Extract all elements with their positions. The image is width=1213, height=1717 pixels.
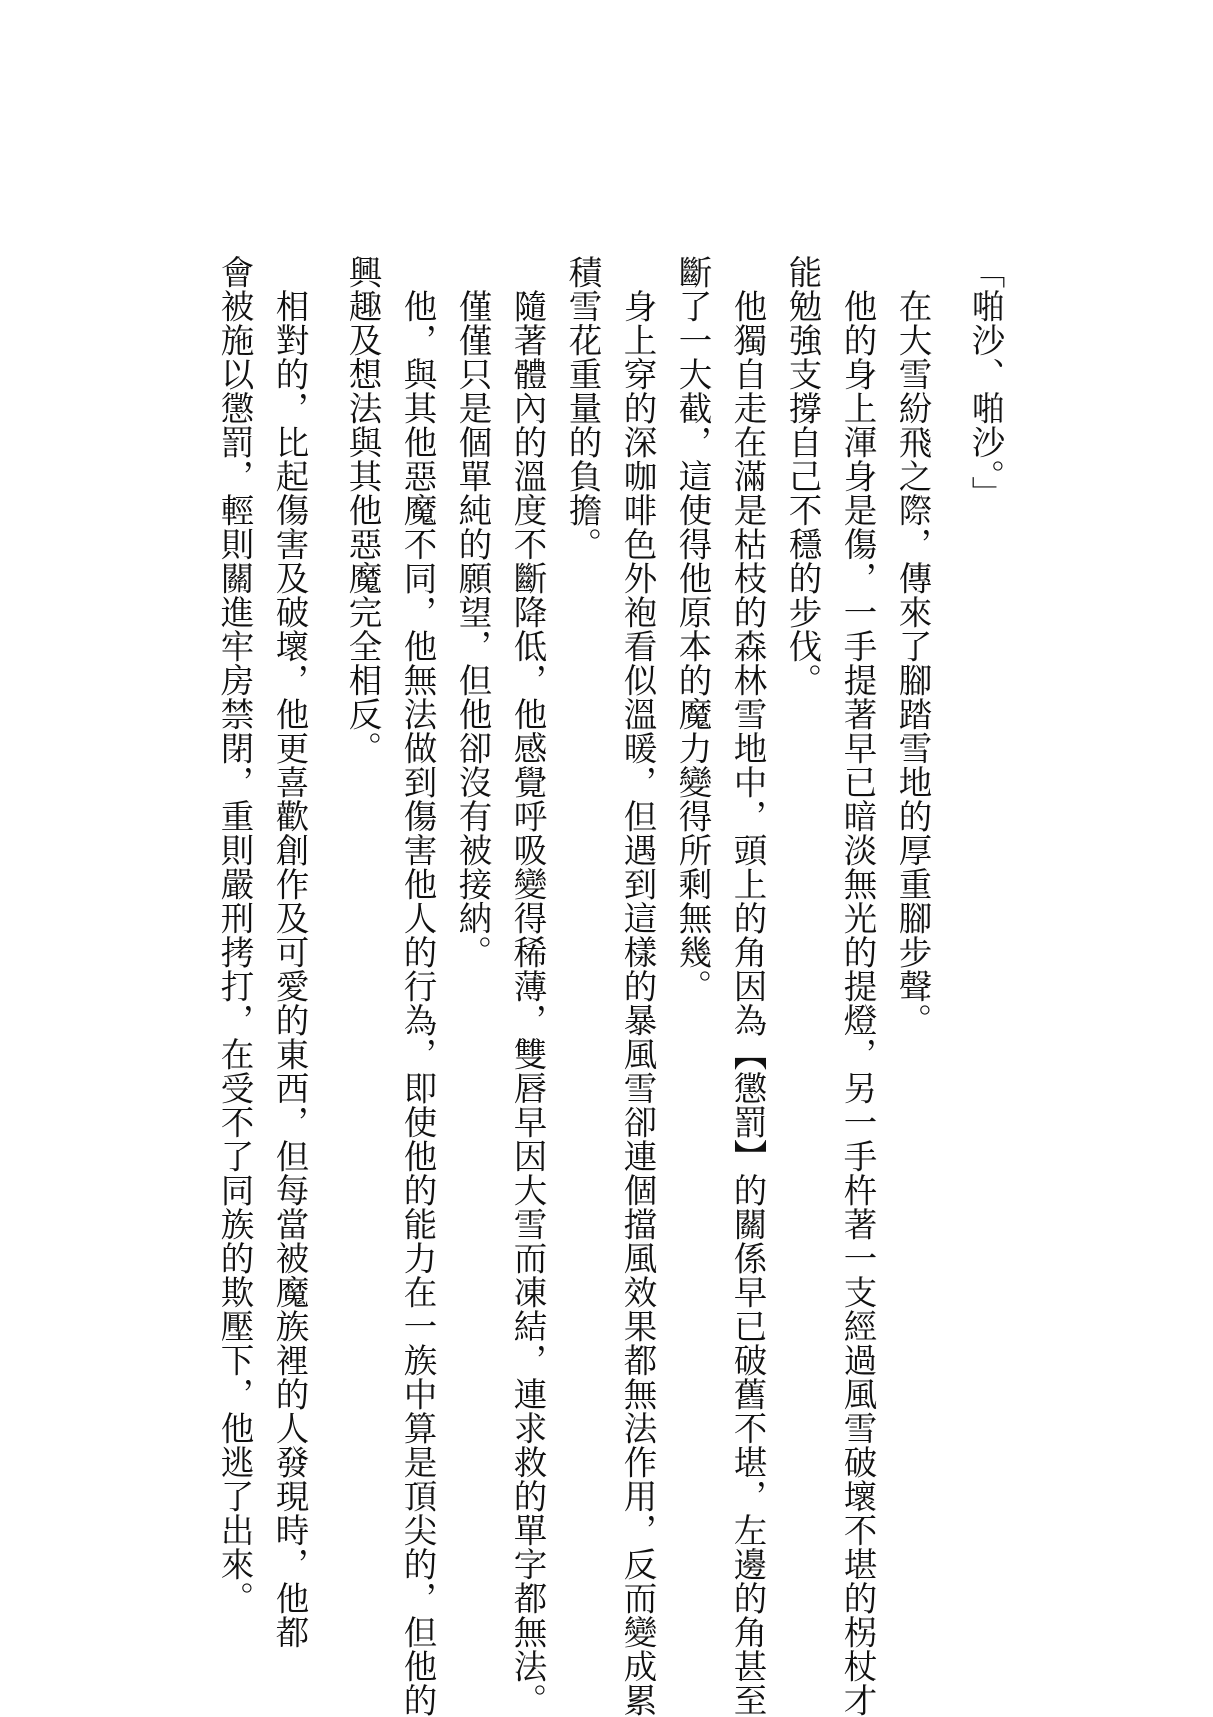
paragraph bbox=[665, 255, 775, 1717]
text-line: 會被施以懲罰，輕則關進牢房禁閉，重則嚴刑拷打，在受不了同族的欺壓下，他逃了出來。 bbox=[215, 255, 254, 1615]
text-line: 相對的，比起傷害及破壞，他更喜歡創作及可愛的東西，但每當被魔族裡的人發現時，他都 bbox=[270, 255, 309, 1649]
text-line: 他獨自走在滿是枯枝的森林雪地中，頭上的角因為【懲罰】的關係早已破舊不堪，左邊的角甚至 bbox=[728, 255, 767, 1717]
text-line: 僅僅只是個單純的願望，但他卻沒有被接納。 bbox=[453, 255, 492, 969]
vertical-text-body bbox=[207, 255, 1013, 1717]
paragraph bbox=[335, 255, 445, 1717]
paragraph bbox=[555, 255, 665, 1717]
text-line: 他的身上渾身是傷，一手提著早已暗淡無光的提燈，另一手杵著一支經過風雪破壞不堪的柺杖才 bbox=[838, 255, 877, 1717]
text-line: 身上穿的深咖啡色外袍看似溫暖，但遇到這樣的暴風雪卻連個擋風效果都無法作用，反而變成累 bbox=[618, 255, 657, 1717]
paragraph bbox=[885, 255, 940, 1485]
paragraph bbox=[207, 255, 317, 1649]
text-line: 「啪沙、啪沙。」 bbox=[966, 255, 1005, 511]
text-line: 積雪花重量的負擔。 bbox=[563, 255, 602, 561]
text-line: 興趣及想法與其他惡魔完全相反。 bbox=[343, 255, 382, 765]
text-line: 能勉強支撐自己不穩的步伐。 bbox=[783, 255, 822, 697]
text-line: 他，與其他惡魔不同，他無法做到傷害他人的行為，即使他的能力在一族中算是頂尖的，但他的 bbox=[398, 255, 437, 1717]
paragraph bbox=[445, 255, 500, 1485]
paragraph bbox=[775, 255, 885, 1717]
text-line: 在大雪紛飛之際，傳來了腳踏雪地的厚重腳步聲。 bbox=[893, 255, 932, 1037]
text-line: 斷了一大截，這使得他原本的魔力變得所剩無幾。 bbox=[673, 255, 712, 1003]
text-line: 隨著體內的溫度不斷降低，他感覺呼吸變得稀薄，雙唇早因大雪而凍結，連求救的單字都無法。 bbox=[508, 255, 547, 1717]
paragraph bbox=[958, 255, 1013, 1485]
paragraph bbox=[500, 255, 555, 1717]
